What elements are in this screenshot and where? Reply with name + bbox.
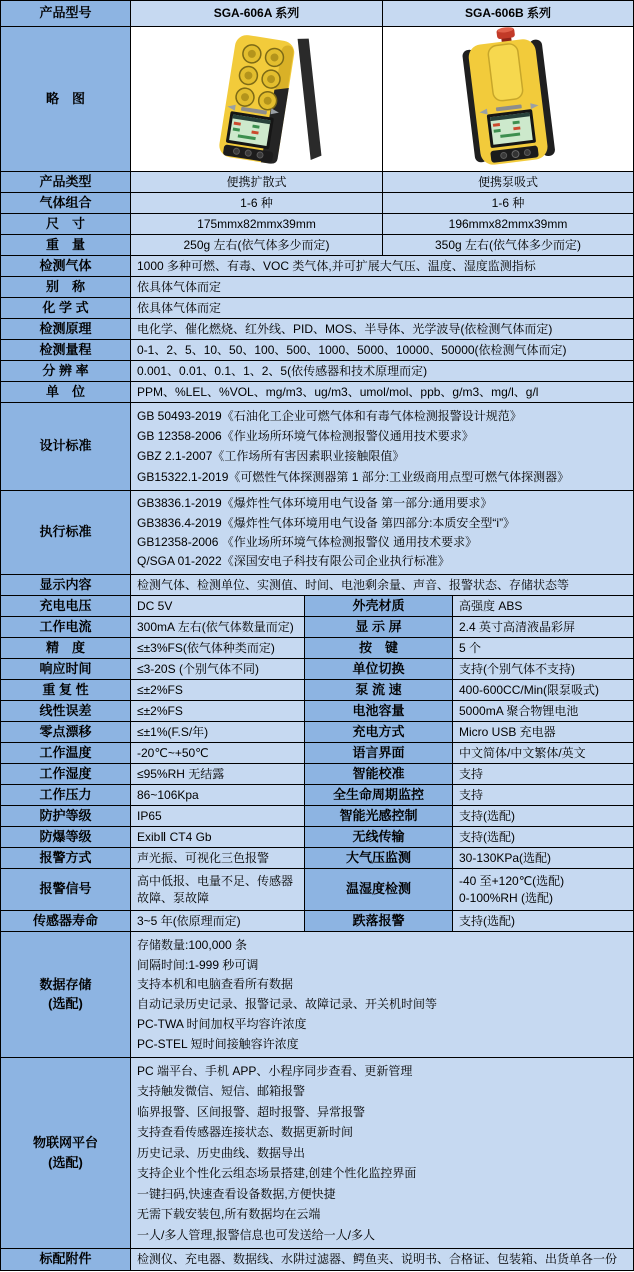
- row-label-line: 物联网平台: [32, 1135, 98, 1151]
- row-value-b: 便携泵吸式: [383, 172, 633, 192]
- header-model-a: SGA-606A 系列: [131, 1, 383, 26]
- row-label: 全生命周期监控: [305, 785, 453, 805]
- row-label: 防护等级: [1, 806, 131, 826]
- row-value: 中文简体/中文繁体/英文: [453, 743, 633, 763]
- table-row-sketch: [1, 27, 633, 172]
- row-label: [1, 932, 131, 1057]
- feature-line: 支持本机和电脑查看所有数据: [137, 977, 294, 992]
- row-value: ExibⅡ CT4 Gb: [131, 827, 305, 847]
- row-value: PPM、%LEL、%VOL、mg/m3、ug/m3、umol/mol、ppb、g/m3、mg/l、g/l: [131, 382, 633, 402]
- row-value: 30-130KPa(选配): [453, 848, 633, 868]
- row-label: 外壳材质: [305, 596, 453, 616]
- table-row-header: [1, 1, 633, 27]
- row-label: 充电电压: [1, 596, 131, 616]
- row-label: 标配附件: [1, 1249, 131, 1270]
- table-row: [1, 764, 633, 785]
- row-label: 尺 寸: [1, 214, 131, 234]
- table-row: [1, 319, 633, 340]
- row-label: 显 示 屏: [305, 617, 453, 637]
- row-label-line: 数据存储: [39, 976, 92, 992]
- row-label-line: (选配): [48, 1154, 83, 1170]
- row-value: [131, 1058, 633, 1248]
- table-row-design-standards: [1, 403, 633, 491]
- row-label: 报警方式: [1, 848, 131, 868]
- row-value-a: 175mmx82mmx39mm: [131, 214, 383, 234]
- table-row: [1, 235, 633, 256]
- row-value: 依具体气体而定: [131, 298, 633, 318]
- row-label: 化 学 式: [1, 298, 131, 318]
- feature-line: 无需下载安装包,所有数据均在云端: [137, 1207, 321, 1222]
- standard-line: GBZ 2.1-2007《工作场所有害因素职业接触限值》: [137, 449, 405, 464]
- feature-line: 自动记录历史记录、报警记录、故障记录、开关机时间等: [137, 997, 438, 1012]
- row-label: 检测原理: [1, 319, 131, 339]
- row-value: 2.4 英寸高清液晶彩屏: [453, 617, 633, 637]
- row-value-a: 1-6 种: [131, 193, 383, 213]
- row-value: ≤95%RH 无结露: [131, 764, 305, 784]
- row-value: 0.001、0.01、0.1、1、2、5(依传感器和技术原理而定): [131, 361, 633, 381]
- row-label: 检测量程: [1, 340, 131, 360]
- row-value: ≤±1%(F.S/年): [131, 722, 305, 742]
- row-label: 略 图: [1, 27, 131, 171]
- row-value-a: 250g 左右(依气体多少而定): [131, 235, 383, 255]
- row-value: 支持(选配): [453, 911, 633, 931]
- row-value-b: 350g 左右(依气体多少而定): [383, 235, 633, 255]
- row-label: 大气压监测: [305, 848, 453, 868]
- table-row: [1, 277, 633, 298]
- row-value: 1000 多种可燃、有毒、VOC 类气体,并可扩展大气压、温度、湿度监测指标: [131, 256, 633, 276]
- row-label: 传感器寿命: [1, 911, 131, 931]
- row-label: 执行标准: [1, 491, 131, 574]
- standard-line: GB3836.1-2019《爆炸性气体环境用电气设备 第一部分:通用要求》: [137, 496, 493, 511]
- row-label: 产品类型: [1, 172, 131, 192]
- row-value: 支持(选配): [453, 806, 633, 826]
- row-label: 充电方式: [305, 722, 453, 742]
- row-label: 线性误差: [1, 701, 131, 721]
- row-label: 零点漂移: [1, 722, 131, 742]
- row-value: 支持(选配): [453, 827, 633, 847]
- row-label: 按 键: [305, 638, 453, 658]
- feature-line: 支持查看传感器连接状态、数据更新时间: [137, 1125, 354, 1140]
- standard-line: Q/SGA 01-2022《深国安电子科技有限公司企业执行标准》: [137, 554, 450, 569]
- row-label: 气体组合: [1, 193, 131, 213]
- row-value: -20℃~+50℃: [131, 743, 305, 763]
- row-value: 声光振、可视化三色报警: [131, 848, 305, 868]
- row-label: 重 量: [1, 235, 131, 255]
- table-row: [1, 701, 633, 722]
- feature-line: 支持触发微信、短信、邮箱报警: [137, 1084, 306, 1099]
- row-label: [1, 1058, 131, 1248]
- row-label: 报警信号: [1, 869, 131, 910]
- table-row: [1, 172, 633, 193]
- row-value: 300mA 左右(依气体数量而定): [131, 617, 305, 637]
- feature-line: PC-STEL 短时间接触容许浓度: [137, 1036, 299, 1051]
- value-line: 0-100%RH (选配): [459, 891, 554, 906]
- row-value: 依具体气体而定: [131, 277, 633, 297]
- row-value: 3~5 年(依原理而定): [131, 911, 305, 931]
- table-row-exec-standards: [1, 491, 633, 575]
- table-row: [1, 256, 633, 277]
- row-label: 跌落报警: [305, 911, 453, 931]
- standard-line: GB3836.4-2019《爆炸性气体环境用电气设备 第四部分:本质安全型“i”》: [137, 515, 516, 530]
- table-row: [1, 617, 633, 638]
- row-label: 响应时间: [1, 659, 131, 679]
- row-value: 检测仪、充电器、数据线、水阱过滤器、鳄鱼夹、说明书、合格证、包装箱、出货单各一份: [131, 1249, 633, 1270]
- row-value: [131, 403, 633, 490]
- row-label: 别 称: [1, 277, 131, 297]
- row-value: IP65: [131, 806, 305, 826]
- feature-line: 间隔时间:1-999 秒可调: [137, 957, 259, 972]
- row-value: 高中低报、电量不足、传感器故障、泵故障: [131, 869, 305, 910]
- row-value: Micro USB 充电器: [453, 722, 633, 742]
- table-row: [1, 596, 633, 617]
- table-row: [1, 785, 633, 806]
- feature-line: PC 端平台、手机 APP、小程序同步查看、更新管理: [137, 1064, 413, 1079]
- feature-line: PC-TWA 时间加权平均容许浓度: [137, 1017, 307, 1032]
- row-value-a: 便携扩散式: [131, 172, 383, 192]
- table-row: [1, 722, 633, 743]
- row-label: 智能光感控制: [305, 806, 453, 826]
- table-row: [1, 638, 633, 659]
- table-row: [1, 743, 633, 764]
- row-value: [453, 869, 633, 910]
- row-label: 智能校准: [305, 764, 453, 784]
- row-value: 电化学、催化燃烧、红外线、PID、MOS、半导体、光学波导(依检测气体而定): [131, 319, 633, 339]
- feature-line: 支持企业个性化云组态场景搭建,创建个性化监控界面: [137, 1166, 417, 1181]
- table-row-alarm-signal: [1, 869, 633, 911]
- row-value: [131, 491, 633, 574]
- row-value-b: 196mmx82mmx39mm: [383, 214, 633, 234]
- standard-line: GB12358-2006 《作业场所环境气体检测报警仪 通用技术要求》: [137, 534, 478, 549]
- row-label: 精 度: [1, 638, 131, 658]
- row-label: 产品型号: [1, 1, 131, 26]
- table-row: [1, 827, 633, 848]
- row-value: 400-600CC/Min(限泵吸式): [453, 680, 633, 700]
- feature-line: 存储数量:100,000 条: [137, 937, 248, 952]
- row-value: [131, 932, 633, 1057]
- device-a-image: [131, 27, 382, 171]
- table-row-accessories: [1, 1249, 633, 1270]
- row-label: 工作湿度: [1, 764, 131, 784]
- row-label: 工作温度: [1, 743, 131, 763]
- row-label: 无线传输: [305, 827, 453, 847]
- table-row: [1, 659, 633, 680]
- feature-line: 临界报警、区间报警、超时报警、异常报警: [137, 1104, 366, 1119]
- row-value: ≤±3%FS(依气体种类而定): [131, 638, 305, 658]
- row-value: ≤±2%FS: [131, 701, 305, 721]
- row-value: 0-1、2、5、10、50、100、500、1000、5000、10000、50000(依检测气体而定): [131, 340, 633, 360]
- row-label: 防爆等级: [1, 827, 131, 847]
- standard-line: GB 50493-2019《石油化工企业可燃气体和有毒气体检测报警设计规范》: [137, 408, 522, 423]
- table-row: [1, 193, 633, 214]
- value-line: -40 至+120℃(选配): [459, 873, 565, 888]
- row-label: 语言界面: [305, 743, 453, 763]
- header-model-b: SGA-606B 系列: [383, 1, 633, 26]
- row-label: 检测气体: [1, 256, 131, 276]
- table-row: [1, 575, 633, 596]
- device-b-image: [383, 27, 633, 171]
- row-value: 支持: [453, 764, 633, 784]
- row-value: 86~106Kpa: [131, 785, 305, 805]
- row-label: 显示内容: [1, 575, 131, 595]
- row-label: 温湿度检测: [305, 869, 453, 910]
- feature-line: 一人/多人管理,报警信息也可发送给一人/多人: [137, 1227, 376, 1242]
- row-value: 支持(个别气体不支持): [453, 659, 633, 679]
- row-label: 电池容量: [305, 701, 453, 721]
- row-label: 单 位: [1, 382, 131, 402]
- table-row: [1, 848, 633, 869]
- feature-line: 一键扫码,快速查看设备数据,方便快捷: [137, 1186, 336, 1201]
- table-row: [1, 298, 633, 319]
- row-label: 分 辨 率: [1, 361, 131, 381]
- row-label: 泵 流 速: [305, 680, 453, 700]
- sketch-cell-a: [131, 27, 383, 171]
- row-label: 重 复 性: [1, 680, 131, 700]
- table-row: [1, 806, 633, 827]
- standard-line: GB 12358-2006《作业场所环境气体检测报警仪通用技术要求》: [137, 429, 474, 444]
- row-value: DC 5V: [131, 596, 305, 616]
- row-label: 单位切换: [305, 659, 453, 679]
- row-label: 工作电流: [1, 617, 131, 637]
- table-row: [1, 680, 633, 701]
- standard-line: GB15322.1-2019《可燃性气体探测器第 1 部分:工业级商用点型可燃气体探测器》: [137, 469, 570, 484]
- table-row: [1, 911, 633, 932]
- row-label-line: (选配): [48, 996, 83, 1011]
- row-value: 5000mA 聚合物锂电池: [453, 701, 633, 721]
- row-value: ≤3-20S (个别气体不同): [131, 659, 305, 679]
- table-row-iot-platform: [1, 1058, 633, 1249]
- row-label: 设计标准: [1, 403, 131, 490]
- table-row: [1, 214, 633, 235]
- feature-line: 历史记录、历史曲线、数据导出: [137, 1145, 306, 1160]
- table-row: [1, 340, 633, 361]
- table-row: [1, 361, 633, 382]
- sketch-cell-b: [383, 27, 633, 171]
- table-row: [1, 382, 633, 403]
- row-value: ≤±2%FS: [131, 680, 305, 700]
- row-value: 5 个: [453, 638, 633, 658]
- row-value: 支持: [453, 785, 633, 805]
- table-row-data-storage: [1, 932, 633, 1058]
- row-value: 高强度 ABS: [453, 596, 633, 616]
- row-value: 检测气体、检测单位、实测值、时间、电池剩余量、声音、报警状态、存储状态等: [131, 575, 633, 595]
- row-label: 工作压力: [1, 785, 131, 805]
- row-value-b: 1-6 种: [383, 193, 633, 213]
